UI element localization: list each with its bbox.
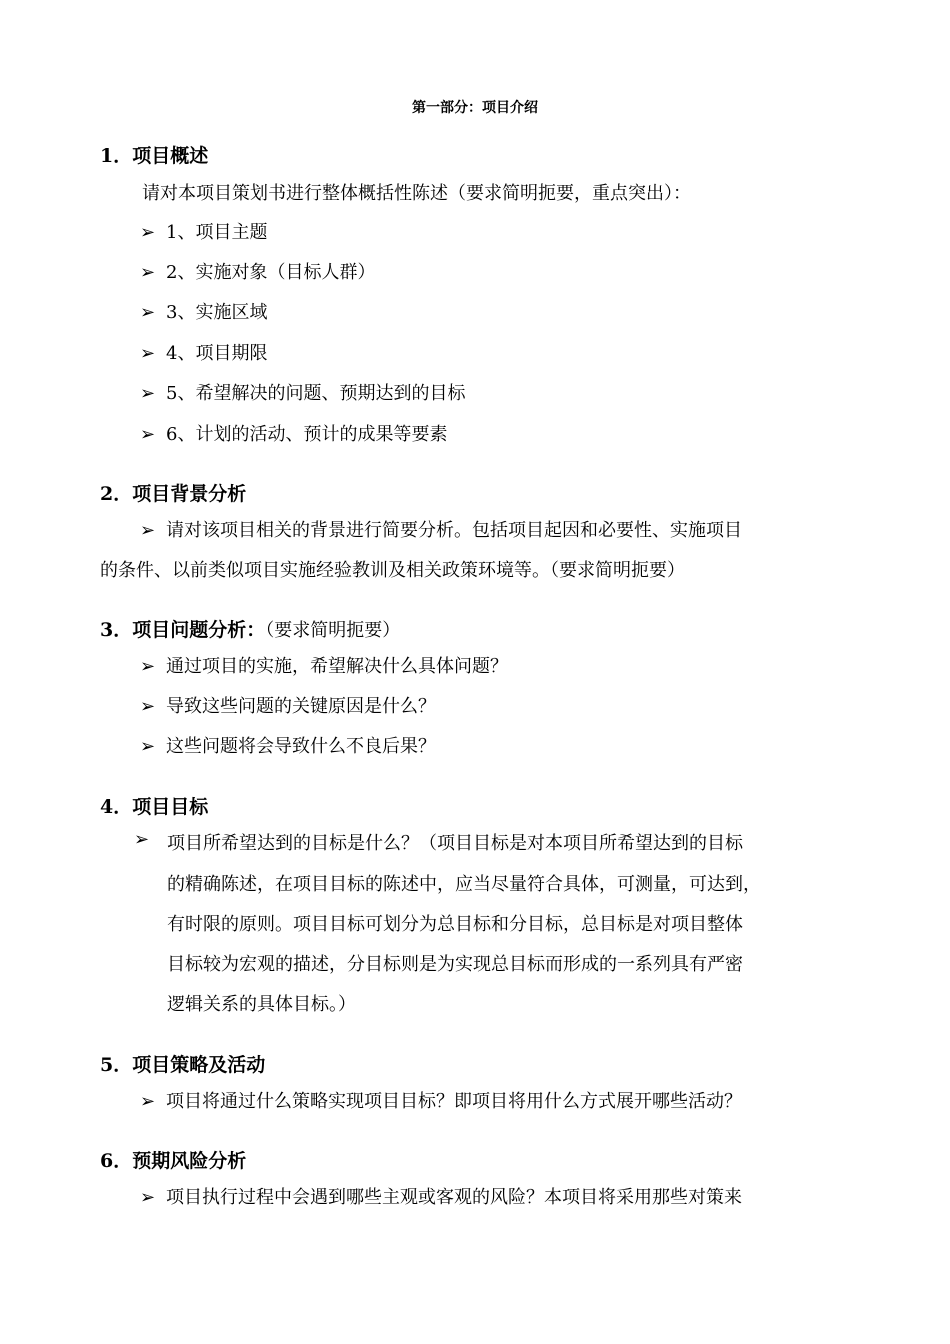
section-3-title: 项目问题分析： xyxy=(132,619,266,641)
section-4-paragraph-line-3: 有时限的原则。项目目标可划分为总目标和分目标，总目标是对项目整体 xyxy=(167,914,743,935)
arrow-bullet-icon: ➢ xyxy=(140,1187,156,1208)
list-item: ➢ 4、项目期限 xyxy=(140,343,268,364)
arrow-bullet-icon: ➢ xyxy=(140,520,156,541)
section-4-paragraph-line-1: 项目所希望达到的目标是什么？（项目目标是对本项目所希望达到的目标 xyxy=(167,833,743,854)
arrow-bullet-icon: ➢ xyxy=(140,1091,156,1112)
arrow-bullet-icon: ➢ xyxy=(140,302,156,323)
arrow-bullet-icon: ➢ xyxy=(140,383,156,404)
section-5-heading xyxy=(100,1050,265,1077)
section-3-note: （要求简明扼要） xyxy=(265,620,401,641)
section-2-paragraph-line-1: ➢ 请对该项目相关的背景进行简要分析。包括项目起因和必要性、实施项目 xyxy=(140,520,742,541)
section-6-heading xyxy=(100,1146,246,1173)
arrow-bullet-icon: ➢ xyxy=(140,343,156,364)
section-4-paragraph-line-5: 逻辑关系的具体目标。） xyxy=(167,994,356,1015)
section-2-heading xyxy=(100,479,246,506)
list-item: ➢ 导致这些问题的关键原因是什么？ xyxy=(140,696,436,717)
list-item: ➢ 3、实施区域 xyxy=(140,302,268,323)
list-item: ➢ 6、计划的活动、预计的成果等要素 xyxy=(140,424,448,445)
list-item: ➢ 项目将通过什么策略实现项目目标？即项目将用什么方式展开哪些活动？ xyxy=(140,1091,742,1112)
arrow-bullet-icon: ➢ xyxy=(134,829,150,850)
arrow-bullet-icon: ➢ xyxy=(140,222,156,243)
section-1-number: 1． xyxy=(100,145,133,167)
section-6-title: 预期风险分析 xyxy=(132,1150,247,1172)
section-4-title: 项目目标 xyxy=(132,796,209,818)
section-1-title: 项目概述 xyxy=(132,145,209,167)
section-4-heading xyxy=(100,792,208,819)
arrow-bullet-icon: ➢ xyxy=(140,696,156,717)
section-3-number: 3． xyxy=(100,619,133,641)
list-item: ➢ 5、希望解决的问题、预期达到的目标 xyxy=(140,383,466,404)
list-item: ➢ 项目执行过程中会遇到哪些主观或客观的风险？本项目将采用那些对策来 xyxy=(140,1187,742,1208)
section-1-intro: 请对本项目策划书进行整体概括性陈述（要求简明扼要，重点突出）： xyxy=(142,183,691,204)
part-title: 第一部分：项目介绍 xyxy=(412,100,538,116)
arrow-bullet-icon: ➢ xyxy=(140,424,156,445)
arrow-bullet-icon: ➢ xyxy=(140,736,156,757)
list-item: ➢ 2、实施对象（目标人群） xyxy=(140,262,376,283)
section-4-paragraph-line-4: 目标较为宏观的描述，分目标则是为实现总目标而形成的一系列具有严密 xyxy=(167,954,743,975)
section-5-number: 5． xyxy=(100,1054,133,1076)
section-2-paragraph-line-2: 的条件、以前类似项目实施经验教训及相关政策环境等。（要求简明扼要） xyxy=(100,560,685,581)
section-6-number: 6． xyxy=(100,1150,133,1172)
list-item: ➢ 这些问题将会导致什么不良后果？ xyxy=(140,736,436,757)
section-3-heading xyxy=(100,615,400,642)
section-2-number: 2． xyxy=(100,483,133,505)
section-1-heading xyxy=(100,141,208,168)
section-2-title: 项目背景分析 xyxy=(132,483,247,505)
section-5-title: 项目策略及活动 xyxy=(132,1054,266,1076)
list-item: ➢ 1、项目主题 xyxy=(140,222,268,243)
section-4-number: 4． xyxy=(100,796,133,818)
arrow-bullet-icon: ➢ xyxy=(140,262,156,283)
list-item: ➢ 通过项目的实施，希望解决什么具体问题？ xyxy=(140,656,508,677)
section-4-paragraph-line-2: 的精确陈述，在项目目标的陈述中，应当尽量符合具体，可测量，可达到， xyxy=(167,874,761,895)
arrow-bullet-icon: ➢ xyxy=(140,656,156,677)
